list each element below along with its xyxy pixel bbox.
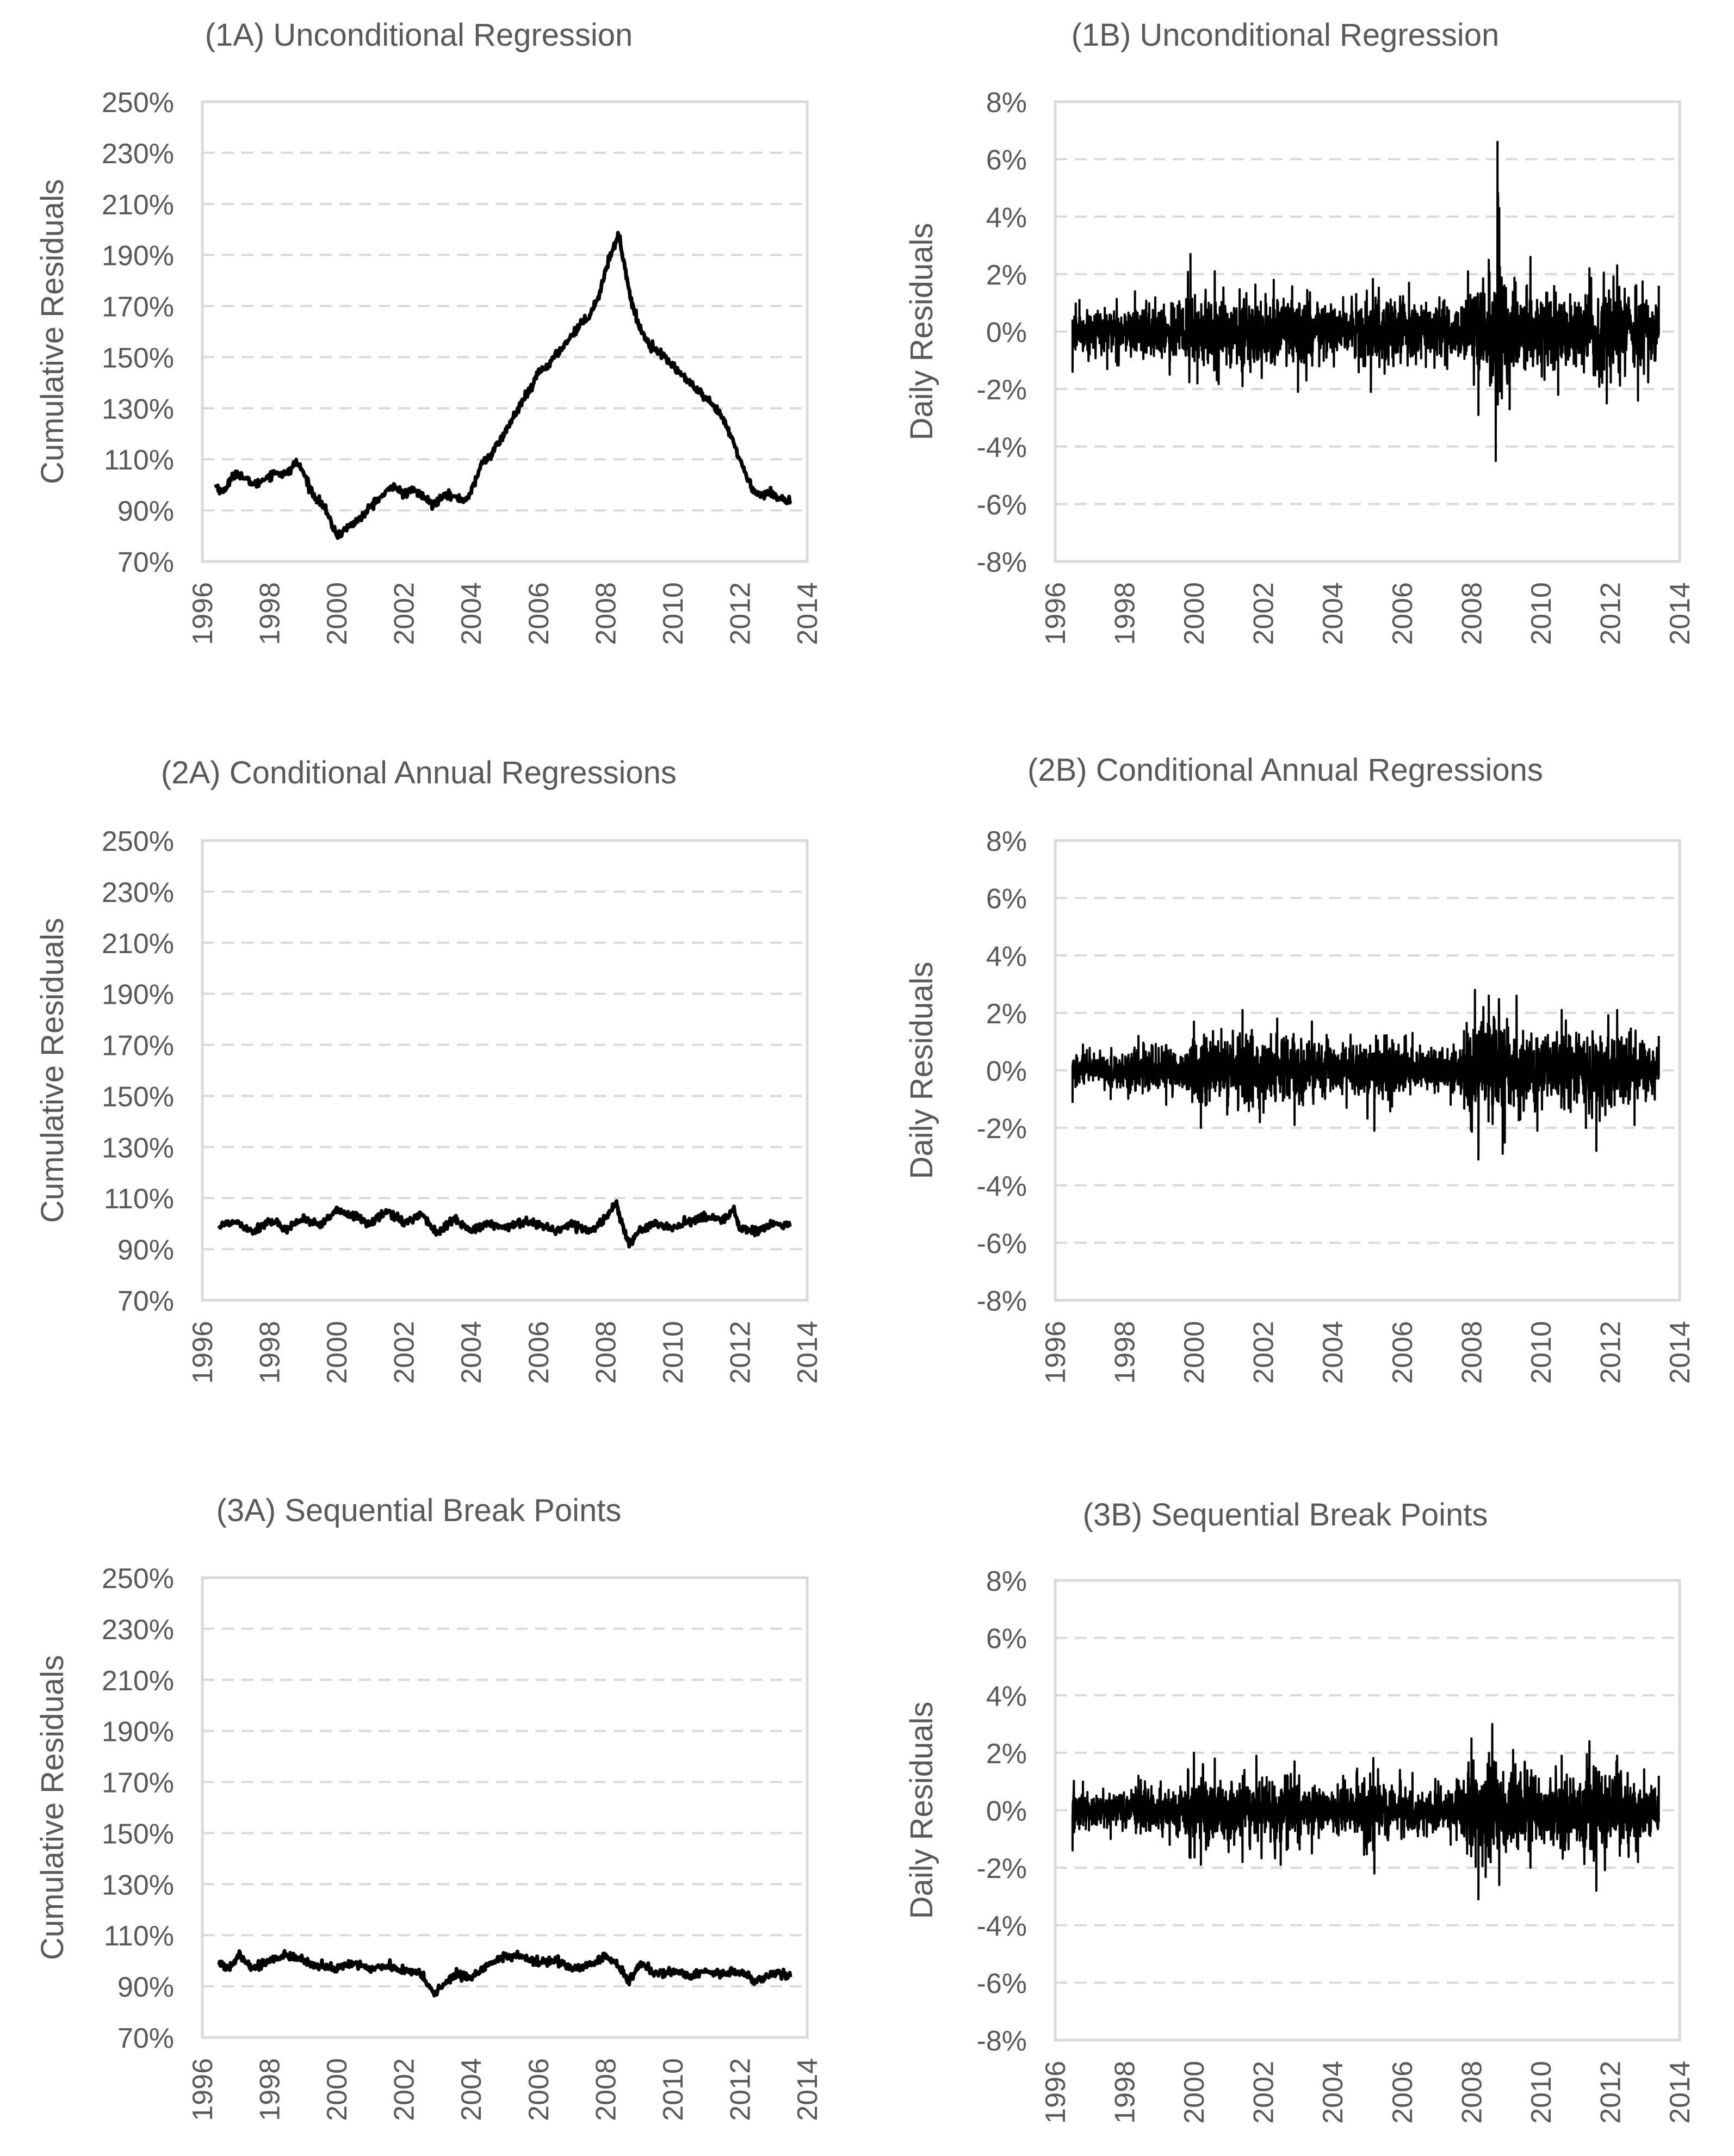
x-tick-label: 1998: [254, 2058, 286, 2121]
x-tick-label: 1996: [1040, 2061, 1072, 2124]
x-tick-label: 2008: [1456, 1321, 1488, 1384]
y-tick-label: -6%: [976, 1228, 1027, 1260]
y-tick-label: 230%: [102, 138, 174, 170]
y-tick-label: -8%: [976, 1286, 1027, 1317]
x-tick-label: 2002: [1248, 2061, 1280, 2124]
series-line: [216, 233, 790, 538]
x-tick-label: 2006: [523, 2058, 555, 2121]
y-tick-label: 110%: [103, 1183, 174, 1215]
x-tick-label: 2012: [1595, 582, 1627, 645]
x-tick-label: 2010: [1525, 1321, 1557, 1384]
x-tick-label: 1996: [1040, 582, 1072, 645]
y-axis-label: Daily Residuals: [904, 961, 939, 1179]
x-tick-label: 2000: [1179, 1321, 1211, 1384]
y-tick-label: 110%: [103, 444, 174, 477]
y-tick-label: 230%: [102, 876, 174, 909]
x-tick-label: 2010: [657, 1321, 689, 1384]
x-tick-label: 2006: [523, 1321, 555, 1384]
y-tick-label: 8%: [986, 1566, 1027, 1597]
y-tick-label: -6%: [976, 489, 1027, 521]
x-tick-label: 2004: [1317, 582, 1349, 645]
x-tick-label: 2006: [523, 582, 555, 645]
chart-panel-6: [904, 1497, 1696, 2124]
plot-frame: [202, 841, 807, 1300]
y-tick-label: 130%: [102, 393, 174, 425]
x-tick-label: 1998: [254, 1321, 286, 1384]
x-tick-label: 2014: [792, 582, 823, 645]
y-tick-label: -6%: [976, 1968, 1027, 2000]
x-tick-label: 2004: [456, 2058, 488, 2121]
chart-title: (1A) Unconditional Regression: [205, 17, 633, 53]
y-tick-label: 90%: [117, 1972, 174, 2004]
y-tick-label: 130%: [102, 1869, 174, 1901]
series-line: [219, 1951, 790, 1996]
x-tick-label: 2008: [1456, 582, 1488, 645]
x-tick-label: 2014: [792, 1321, 823, 1384]
y-tick-label: 6%: [986, 883, 1027, 915]
y-tick-label: 170%: [102, 1767, 174, 1799]
y-tick-label: -2%: [976, 1853, 1027, 1885]
series-line: [1073, 1724, 1659, 1899]
x-tick-label: 2012: [1595, 2061, 1627, 2124]
x-tick-label: 2002: [1248, 1321, 1280, 1384]
y-tick-label: 8%: [986, 826, 1027, 857]
x-tick-label: 2014: [792, 2058, 823, 2121]
x-tick-label: 2004: [1317, 1321, 1349, 1384]
y-tick-label: 130%: [102, 1132, 174, 1164]
y-tick-label: 8%: [986, 87, 1027, 119]
chart-title: (2B) Conditional Annual Regressions: [1027, 752, 1543, 788]
x-tick-label: 2002: [388, 1321, 420, 1384]
y-tick-label: 210%: [102, 189, 174, 221]
x-tick-label: 2002: [1248, 582, 1280, 645]
chart-panel-3: [35, 755, 823, 1384]
x-tick-label: 2008: [590, 1321, 622, 1384]
y-tick-label: 90%: [117, 1234, 174, 1267]
y-axis-label: Cumulative Residuals: [35, 918, 70, 1223]
plot-frame: [202, 102, 807, 561]
chart-panel-5: [35, 1493, 823, 2121]
y-axis-label: Cumulative Residuals: [35, 179, 70, 484]
x-tick-label: 2008: [590, 582, 622, 645]
y-tick-label: 70%: [117, 2023, 174, 2054]
y-tick-label: -8%: [976, 547, 1027, 578]
x-tick-label: 2012: [1595, 1321, 1627, 1384]
y-tick-label: 110%: [103, 1920, 174, 1953]
x-tick-label: 1998: [254, 582, 286, 645]
y-tick-label: 170%: [102, 1030, 174, 1062]
y-tick-label: 2%: [986, 259, 1027, 291]
x-tick-label: 2002: [388, 582, 420, 645]
y-tick-label: 190%: [102, 240, 174, 272]
y-tick-label: 4%: [986, 941, 1027, 973]
y-tick-label: 6%: [986, 1623, 1027, 1655]
y-tick-label: 0%: [986, 317, 1027, 349]
y-tick-label: 150%: [102, 1818, 174, 1850]
series-line: [1073, 142, 1659, 461]
x-tick-label: 1996: [187, 582, 219, 645]
y-tick-label: 210%: [102, 928, 174, 960]
x-tick-label: 2004: [456, 1321, 488, 1384]
chart-title: (3A) Sequential Break Points: [216, 1493, 622, 1528]
x-tick-label: 1996: [187, 1321, 219, 1384]
x-tick-label: 1998: [1109, 582, 1141, 645]
x-tick-label: 1996: [1040, 1321, 1072, 1384]
y-tick-label: 190%: [102, 1716, 174, 1748]
x-tick-label: 1998: [1109, 1321, 1141, 1384]
y-tick-label: 150%: [102, 1081, 174, 1113]
x-tick-label: 2014: [1664, 1321, 1696, 1384]
x-tick-label: 2008: [1456, 2061, 1488, 2124]
x-tick-label: 2000: [321, 1321, 354, 1384]
chart-title: (2A) Conditional Annual Regressions: [161, 755, 677, 790]
y-tick-label: 0%: [986, 1795, 1027, 1827]
x-tick-label: 1996: [187, 2058, 219, 2121]
y-tick-label: 0%: [986, 1055, 1027, 1088]
x-tick-label: 2000: [1179, 582, 1211, 645]
y-tick-label: 6%: [986, 144, 1027, 176]
x-tick-label: 2014: [1664, 2061, 1696, 2124]
x-tick-label: 2010: [1525, 2061, 1557, 2124]
y-tick-label: 2%: [986, 1738, 1027, 1770]
y-tick-label: 4%: [986, 1681, 1027, 1713]
x-tick-label: 2000: [321, 582, 354, 645]
chart-panel-1: [35, 17, 823, 645]
y-tick-label: -8%: [976, 2025, 1027, 2057]
y-tick-label: 250%: [102, 1563, 174, 1595]
y-tick-label: 250%: [102, 826, 174, 857]
x-tick-label: 2012: [724, 582, 757, 645]
y-tick-label: 70%: [117, 547, 174, 578]
x-tick-label: 2000: [1179, 2061, 1211, 2124]
chart-panel-4: [904, 752, 1696, 1384]
x-tick-label: 2002: [388, 2058, 420, 2121]
x-tick-label: 1998: [1109, 2061, 1141, 2124]
y-tick-label: -4%: [976, 1910, 1027, 1942]
x-tick-label: 2004: [456, 582, 488, 645]
y-tick-label: 4%: [986, 202, 1027, 234]
y-axis-label: Daily Residuals: [904, 1701, 939, 1919]
y-tick-label: -2%: [976, 1113, 1027, 1145]
x-tick-label: 2014: [1664, 582, 1696, 645]
x-tick-label: 2010: [657, 2058, 689, 2121]
y-tick-label: -4%: [976, 1170, 1027, 1202]
y-tick-label: 90%: [117, 496, 174, 528]
x-tick-label: 2012: [724, 1321, 757, 1384]
x-tick-label: 2008: [590, 2058, 622, 2121]
x-tick-label: 2006: [1386, 582, 1419, 645]
y-tick-label: -2%: [976, 374, 1027, 406]
y-tick-label: 2%: [986, 998, 1027, 1030]
y-tick-label: 230%: [102, 1614, 174, 1646]
y-tick-label: -4%: [976, 431, 1027, 464]
chart-panel-2: [904, 17, 1696, 645]
y-axis-label: Daily Residuals: [904, 223, 939, 441]
x-tick-label: 2012: [724, 2058, 757, 2121]
series-line: [219, 1201, 790, 1247]
chart-title: (3B) Sequential Break Points: [1082, 1497, 1488, 1533]
y-tick-label: 170%: [102, 291, 174, 323]
x-tick-label: 2010: [1525, 582, 1557, 645]
y-tick-label: 190%: [102, 979, 174, 1011]
y-tick-label: 70%: [117, 1286, 174, 1317]
x-tick-label: 2004: [1317, 2061, 1349, 2124]
y-tick-label: 150%: [102, 342, 174, 374]
chart-title: (1B) Unconditional Regression: [1071, 17, 1500, 53]
x-tick-label: 2006: [1386, 2061, 1419, 2124]
y-tick-label: 210%: [102, 1665, 174, 1697]
x-tick-label: 2000: [321, 2058, 354, 2121]
x-tick-label: 2006: [1386, 1321, 1419, 1384]
series-line: [1073, 990, 1659, 1160]
y-axis-label: Cumulative Residuals: [35, 1655, 70, 1960]
y-tick-label: 250%: [102, 87, 174, 119]
x-tick-label: 2010: [657, 582, 689, 645]
